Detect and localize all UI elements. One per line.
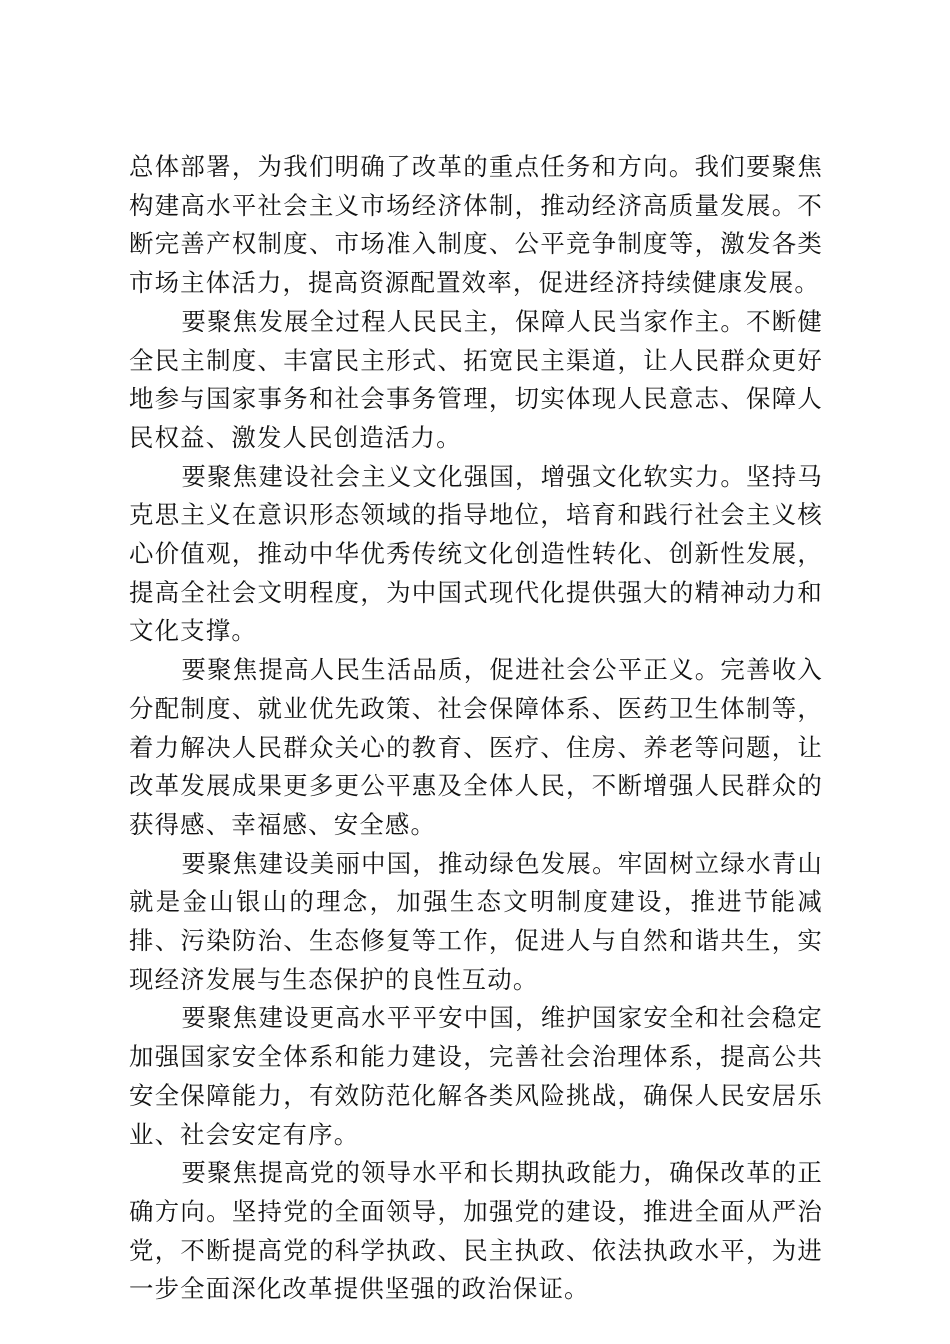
- body-text: [129, 148, 823, 1309]
- paragraph-ecology: 要聚焦建设美丽中国，推动绿色发展。牢固树立绿水青山就是金山银山的理念，加强生态文明制度建设，推进节能减排、污染防治、生态修复等工作，促进人与自然和谐共生，实现经济发展与生态保护的良性互动。: [129, 848, 823, 994]
- paragraph-security: 要聚焦建设更高水平平安中国，维护国家安全和社会稳定加强国家安全体系和能力建设，完善社会治理体系，提高公共安全保障能力，有效防范化解各类风险挑战，确保人民安居乐业、社会安定有序。: [129, 1003, 823, 1149]
- paragraph-culture: 要聚焦建设社会主义文化强国，增强文化软实力。坚持马克思主义在意识形态领域的指导地位，培育和践行社会主义核心价值观，推动中华优秀传统文化创造性转化、创新性发展，提高全社会文明程度，为中国式现代化提供强大的精神动力和文化支撑。: [129, 461, 823, 646]
- paragraph-livelihood: 要聚焦提高人民生活品质，促进社会公平正义。完善收入分配制度、就业优先政策、社会保障体系、医药卫生体制等，着力解决人民群众关心的教育、医疗、住房、养老等问题，让改革发展成果更多更公平惠及全体人民，不断增强人民群众的获得感、幸福感、安全感。: [129, 655, 823, 839]
- paragraph-party-leadership: 要聚焦提高党的领导水平和长期执政能力，确保改革的正确方向。坚持党的全面领导，加强党的建设，推进全面从严治党，不断提高党的科学执政、民主执政、依法执政水平，为进一步全面深化改革提供坚强的政治保证。: [129, 1158, 823, 1304]
- paragraph-democracy: 要聚焦发展全过程人民民主，保障人民当家作主。不断健全民主制度、丰富民主形式、拓宽民主渠道，让人民群众更好地参与国家事务和社会事务管理，切实体现人民意志、保障人民权益、激发人民创造活力。: [129, 306, 823, 452]
- paragraph-continuation: 总体部署，为我们明确了改革的重点任务和方向。我们要聚焦构建高水平社会主义市场经济体制，推动经济高质量发展。不断完善产权制度、市场准入制度、公平竞争制度等，激发各类市场主体活力，提高资源配置效率，促进经济持续健康发展。: [129, 152, 823, 298]
